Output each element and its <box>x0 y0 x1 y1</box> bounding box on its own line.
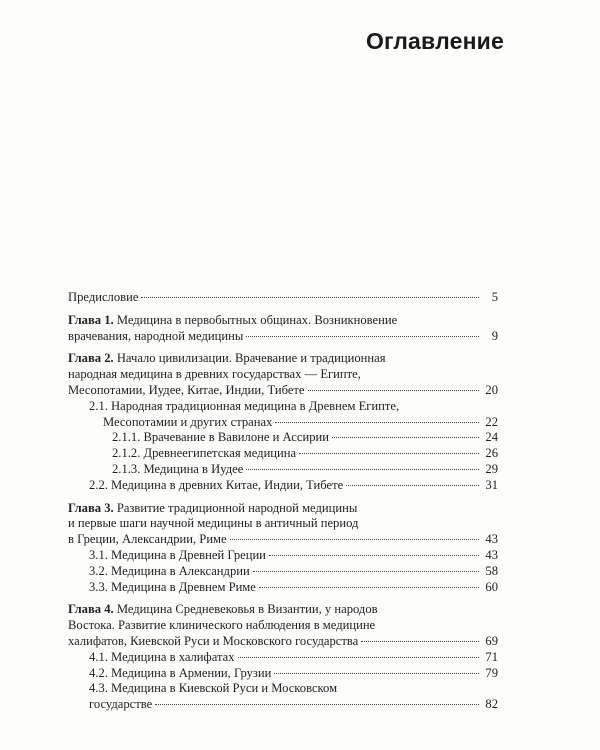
toc-entry-title: Медицина в первобытных общинах. Возникновение <box>116 312 398 327</box>
page-number: 31 <box>485 477 498 492</box>
toc-entry-section-3-2[interactable] <box>68 564 498 580</box>
chapter-label: Глава 1. <box>68 312 114 327</box>
dot-leader <box>230 539 479 540</box>
chapter-label: Глава 4. <box>68 602 114 617</box>
toc-entry-title: 2.1. Народная традиционная медицина в Древнем Египте, <box>89 398 400 413</box>
toc-entry-chapter-3[interactable] <box>68 501 498 548</box>
toc-entry-chapter-4[interactable] <box>68 602 498 649</box>
page-number: 9 <box>491 328 498 343</box>
page-number: 22 <box>485 414 498 429</box>
dot-leader <box>155 704 479 705</box>
toc-entry-chapter-2[interactable] <box>68 351 498 398</box>
toc-entry-preface[interactable] <box>68 290 498 306</box>
page-number: 71 <box>485 649 498 664</box>
page-number: 29 <box>485 461 498 476</box>
page-number: 58 <box>485 563 498 578</box>
page-number: 26 <box>485 446 498 461</box>
toc-entry-title: 2.2. Медицина в древних Китае, Индии, Тибете <box>89 477 344 492</box>
toc-entry-title: 3.2. Медицина в Александрии <box>89 563 250 578</box>
toc-entry-section-4-3[interactable] <box>68 681 498 713</box>
toc-entry-title: 3.3. Медицина в Древнем Риме <box>89 579 256 594</box>
dot-leader <box>274 673 479 674</box>
toc-entry-section-3-3[interactable] <box>68 580 498 596</box>
toc-entry-title: 2.1.1. Врачевание в Вавилоне и Ассирии <box>112 430 329 445</box>
toc-entry-title-cont: народная медицина в древних государствах — Египте, <box>68 367 361 382</box>
page-number: 43 <box>485 532 498 547</box>
chapter-label: Глава 3. <box>68 500 114 515</box>
dot-leader <box>238 657 479 658</box>
page-number: 60 <box>485 579 498 594</box>
dot-leader <box>332 437 479 438</box>
toc-entry-section-2-1-2[interactable] <box>68 446 498 462</box>
toc-entry-title: Развитие традиционной народной медицины <box>116 500 358 515</box>
toc-entry-title-cont: халифатов, Киевской Руси и Московского государства <box>68 633 359 648</box>
toc-entry-title-cont: врачевания, народной медицины <box>68 328 244 343</box>
toc-entry-title: 4.3. Медицина в Киевской Руси и Московском <box>89 681 338 696</box>
dot-leader <box>259 587 479 588</box>
page-number: 43 <box>485 547 498 562</box>
toc-entry-title: 4.1. Медицина в халифатах <box>89 649 235 664</box>
dot-leader <box>246 469 479 470</box>
toc-entry-section-4-1[interactable] <box>68 650 498 666</box>
dot-leader <box>299 453 479 454</box>
dot-leader <box>141 297 479 298</box>
toc-entry-title: 3.1. Медицина в Древней Греции <box>89 547 266 562</box>
toc-entry-title: Медицина Средневековья в Византии, у народов <box>116 602 378 617</box>
toc-entry-title: Начало цивилизации. Врачевание и традиционная <box>116 351 386 366</box>
toc-entry-section-2-1[interactable] <box>68 399 498 431</box>
toc-entry-section-3-1[interactable] <box>68 548 498 564</box>
toc-entry-title: Предисловие <box>68 290 139 304</box>
page-number: 5 <box>491 290 498 304</box>
dot-leader <box>361 641 479 642</box>
page-number: 82 <box>485 697 498 712</box>
page-title: Оглавление <box>365 28 504 54</box>
page-number: 79 <box>485 665 498 680</box>
toc-entry-chapter-1[interactable] <box>68 313 498 345</box>
page-number: 24 <box>485 430 498 445</box>
page-number: 20 <box>485 382 498 397</box>
toc-entry-title: 2.1.3. Медицина в Иудее <box>112 461 244 476</box>
toc-entry-title-cont: Востока. Развитие клинического наблюдения в медицине <box>68 618 376 633</box>
toc-entry-title-cont: в Греции, Александрии, Риме <box>68 532 227 547</box>
table-of-contents <box>68 290 498 713</box>
toc-entry-title-cont: и первые шаги научной медицины в античный период <box>68 516 359 531</box>
dot-leader <box>253 571 479 572</box>
toc-entry-title: 2.1.2. Древнеегипетская медицина <box>112 446 297 461</box>
page-number: 69 <box>485 633 498 648</box>
dot-leader <box>308 390 479 391</box>
toc-entry-title-cont: государстве <box>89 697 153 712</box>
dot-leader <box>275 422 479 423</box>
toc-entry-title-cont: Месопотамии и других странах <box>103 414 273 429</box>
dot-leader <box>269 555 479 556</box>
toc-entry-section-2-1-3[interactable] <box>68 462 498 478</box>
toc-entry-section-4-2[interactable] <box>68 666 498 682</box>
dot-leader <box>246 336 479 337</box>
toc-entry-title-cont: Месопотамии, Иудее, Китае, Индии, Тибете <box>68 382 305 397</box>
toc-entry-title: 4.2. Медицина в Армении, Грузии <box>89 665 272 680</box>
toc-entry-section-2-1-1[interactable] <box>68 430 498 446</box>
toc-entry-section-2-2[interactable] <box>68 478 498 494</box>
chapter-label: Глава 2. <box>68 351 114 366</box>
dot-leader <box>346 485 479 486</box>
